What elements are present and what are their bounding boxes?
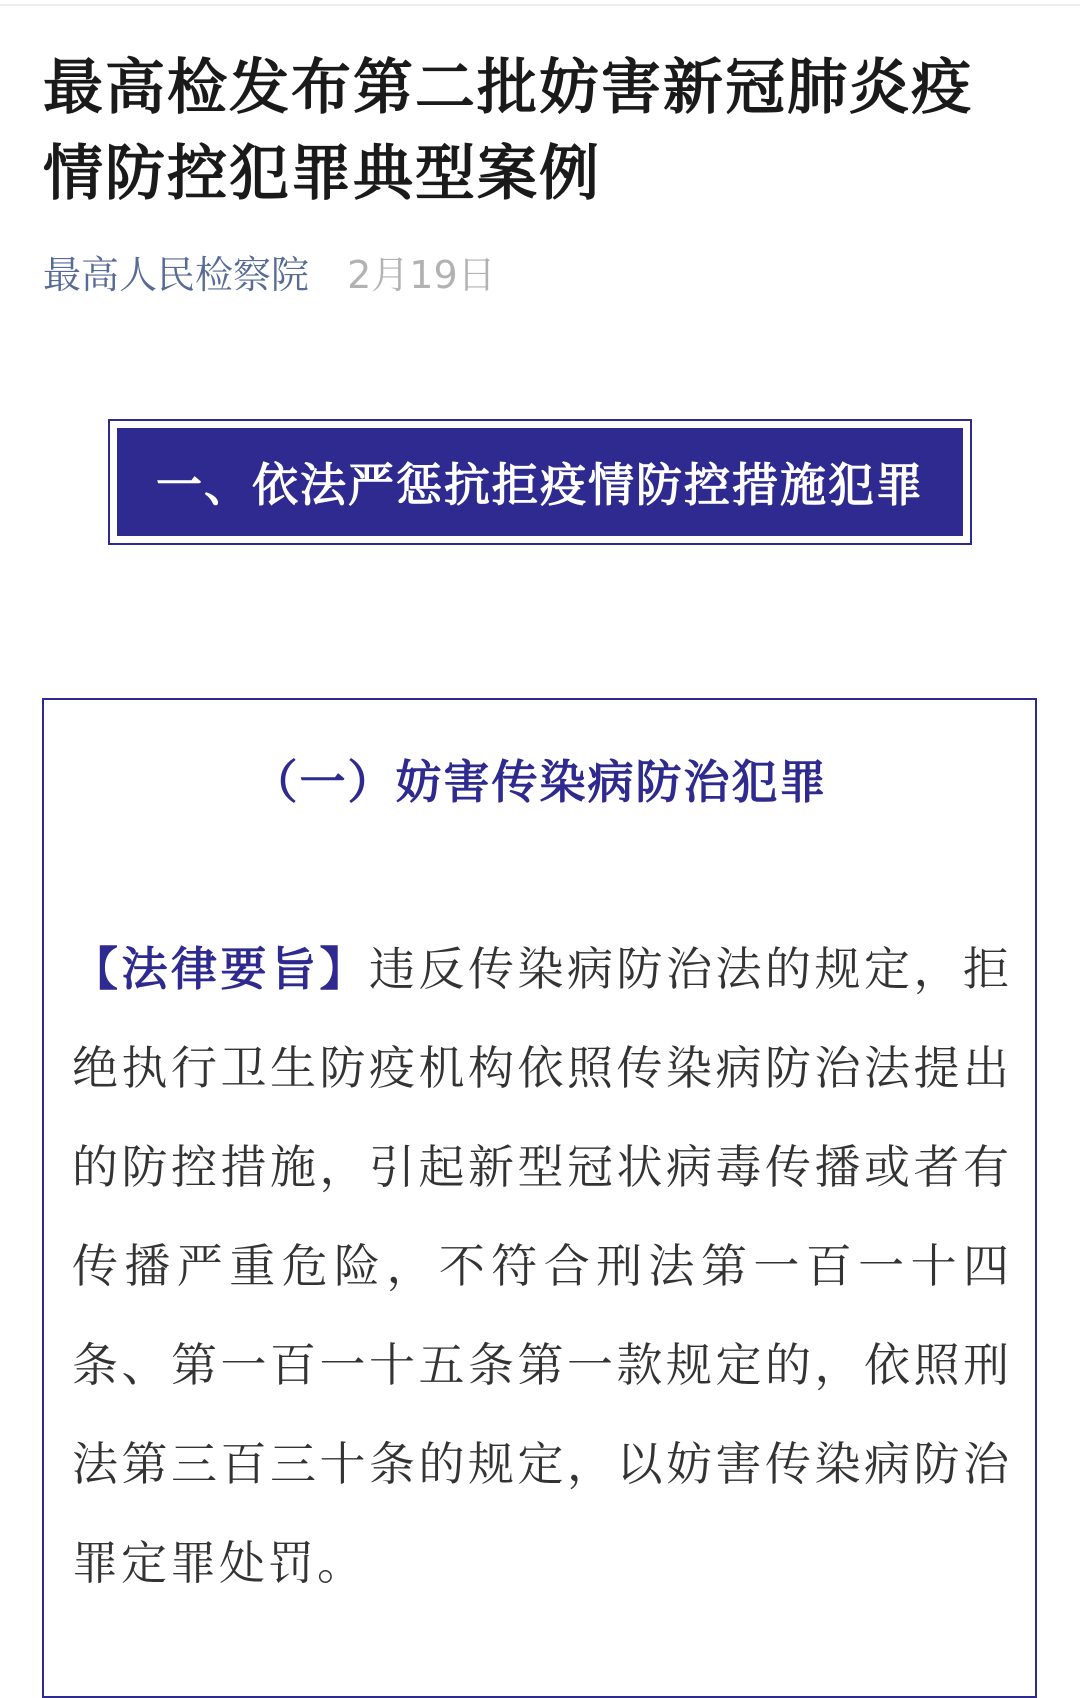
legal-summary-text: 违反传染病防治法的规定，拒绝执行卫生防疫机构依照传染病防治法提出的防控措施，引起新型冠状病毒传播或者有传播严重危险，不符合刑法第一百一十四条、第一百一十五条第一款规定的，依照刑法第三百三十条的规定，以妨害传染病防治罪定罪处罚。 [72, 942, 1012, 1590]
article-meta [43, 250, 496, 300]
account-name-link[interactable]: 最高人民检察院 [43, 253, 310, 297]
publish-date: 2月19日 [347, 253, 496, 297]
section-heading: 一、依法严惩抗拒疫情防控措施犯罪 [117, 428, 963, 536]
article-title: 最高检发布第二批妨害新冠肺炎疫情防控犯罪典型案例 [43, 53, 973, 209]
top-divider [0, 4, 1080, 6]
legal-summary-paragraph [72, 920, 1012, 1613]
case-content-box [42, 698, 1037, 1698]
section-banner [108, 419, 972, 545]
subsection-heading: （一）妨害传染病防治犯罪 [251, 755, 828, 809]
legal-summary-label: 【法律要旨】 [72, 942, 369, 996]
